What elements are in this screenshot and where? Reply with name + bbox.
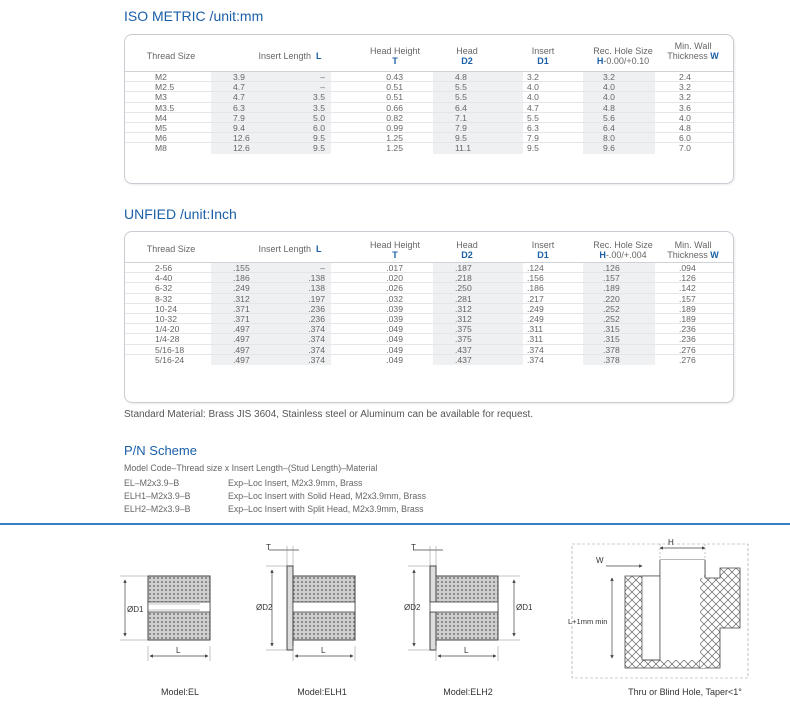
table-cell: 7.9: [527, 133, 539, 144]
col-insert-length-sym: L: [316, 51, 322, 61]
elh2-l-label: L: [464, 646, 469, 655]
col-insert-sym: D1: [537, 56, 549, 66]
metric-title: ISO METRIC /unit:mm: [124, 8, 264, 24]
table-cell: 4.8: [603, 102, 615, 113]
table-cell: 3.2: [603, 72, 615, 82]
table-cell: 6.3: [527, 122, 539, 133]
table-cell: 9.6: [603, 143, 615, 154]
table-cell: 5.6: [603, 112, 615, 123]
col-head-height-sym: T: [392, 56, 398, 66]
col-thread-size: Thread Size: [146, 244, 196, 254]
col-hole-tol: -0.00/+0.10: [603, 56, 650, 66]
table-cell: .249: [233, 283, 250, 294]
table-cell: 10-24: [155, 303, 177, 314]
table-cell: 7.9: [455, 122, 467, 133]
table-cell: 10-32: [155, 313, 177, 324]
table-row: [125, 355, 733, 365]
col-wall-label: Min. Wall: [674, 41, 712, 51]
table-cell: 1/4-20: [155, 324, 180, 335]
unified-table-card: [124, 231, 734, 403]
table-cell: 0.82: [386, 112, 403, 123]
table-cell: 3.5: [313, 92, 325, 103]
col-head: [437, 240, 497, 260]
table-cell: M3.5: [155, 102, 175, 113]
table-row: [125, 345, 733, 355]
table-row: [125, 113, 733, 123]
table-row: [125, 82, 733, 92]
col-head-height-sym: T: [392, 250, 398, 260]
col-head-height: [357, 240, 433, 260]
pn-desc-elh2: Exp–Loc Insert with Split Head, M2x3.9mm, Brass: [228, 504, 424, 514]
table-cell: .017: [386, 263, 403, 273]
col-wall-sym: W: [710, 250, 719, 260]
table-cell: .252: [603, 313, 620, 324]
table-cell: 12.6: [233, 143, 250, 154]
col-head-sym: D2: [461, 56, 473, 66]
table-cell: 2.4: [679, 72, 691, 82]
table-cell: .049: [386, 344, 403, 355]
diagram-hole: [568, 538, 748, 678]
elh1-t-label: T: [266, 543, 271, 552]
table-cell: .497: [233, 324, 250, 335]
col-head-label: Head: [456, 46, 478, 56]
table-row: [125, 273, 733, 283]
col-insert: [513, 240, 573, 260]
table-cell: 1.25: [386, 133, 403, 144]
table-cell: .189: [679, 313, 696, 324]
table-cell: 5/16-24: [155, 354, 185, 365]
section-divider: [0, 523, 790, 525]
metric-table-body: [125, 71, 733, 154]
table-cell: 4.7: [233, 92, 245, 103]
table-cell: 0.66: [386, 102, 403, 113]
table-cell: 1/4-28: [155, 334, 180, 345]
table-cell: .039: [386, 313, 403, 324]
table-cell: .497: [233, 334, 250, 345]
caption-hole: Thru or Blind Hole, Taper<1°: [628, 687, 742, 697]
pn-title: P/N Scheme: [124, 443, 197, 458]
table-cell: .437: [455, 354, 472, 365]
col-hole-tol: -.00/+.004: [605, 250, 647, 260]
table-cell: .276: [679, 354, 696, 365]
pn-code-elh1: ELH1–M2x3.9–B: [124, 491, 191, 501]
col-head-sym: D2: [461, 250, 473, 260]
col-insert-length: [235, 244, 345, 254]
table-cell: 9.5: [527, 143, 539, 154]
metric-table-card: [124, 34, 734, 184]
table-cell: .032: [386, 293, 403, 304]
table-row: [125, 334, 733, 344]
table-cell: –: [320, 263, 325, 273]
table-cell: .374: [308, 354, 325, 365]
col-head-label: Head: [456, 240, 478, 250]
table-cell: 5.5: [455, 82, 467, 93]
elh2-d2-label: ØD2: [404, 603, 421, 612]
table-cell: .311: [527, 324, 544, 335]
table-row: [125, 263, 733, 273]
pn-code-elh2: ELH2–M2x3.9–B: [124, 504, 191, 514]
table-cell: .276: [679, 344, 696, 355]
table-cell: .281: [455, 293, 472, 304]
elh2-t-label: T: [411, 543, 416, 552]
table-cell: 6.0: [679, 133, 691, 144]
hole-h-label: H: [668, 538, 674, 547]
table-cell: M3: [155, 92, 167, 103]
table-cell: M6: [155, 133, 167, 144]
table-cell: 6.0: [313, 122, 325, 133]
col-insert-length-label: Insert Length: [258, 244, 312, 254]
table-cell: M4: [155, 112, 167, 123]
table-cell: .049: [386, 324, 403, 335]
table-cell: 0.99: [386, 122, 403, 133]
elh1-l-label: L: [321, 646, 326, 655]
table-cell: 3.5: [313, 102, 325, 113]
table-cell: .157: [679, 293, 696, 304]
table-cell: .378: [603, 354, 620, 365]
table-cell: 8-32: [155, 293, 173, 304]
table-cell: 4.0: [527, 92, 539, 103]
hole-w-label: W: [596, 556, 604, 565]
col-insert-length-label: Insert Length: [258, 51, 312, 61]
table-cell: .020: [386, 273, 403, 284]
table-cell: 12.6: [233, 133, 250, 144]
table-cell: –: [320, 82, 325, 93]
table-cell: .138: [308, 283, 325, 294]
table-cell: 4.0: [603, 92, 615, 103]
table-cell: 6.3: [233, 102, 245, 113]
table-cell: .375: [455, 324, 472, 335]
table-row: [125, 294, 733, 304]
table-cell: 7.9: [233, 112, 245, 123]
col-head-height-label: Head Height: [369, 240, 421, 250]
table-cell: .374: [527, 344, 544, 355]
table-cell: .026: [386, 283, 403, 294]
table-cell: .126: [603, 263, 620, 273]
table-cell: 0.43: [386, 72, 403, 82]
table-cell: 9.5: [455, 133, 467, 144]
table-row: [125, 304, 733, 314]
table-cell: .218: [455, 273, 472, 284]
col-thread-size: Thread Size: [146, 51, 196, 61]
table-cell: .311: [527, 334, 544, 345]
table-cell: .187: [455, 263, 472, 273]
table-cell: .186: [527, 283, 544, 294]
col-hole-sym: H: [596, 56, 604, 66]
table-cell: .155: [233, 263, 250, 273]
table-cell: .236: [308, 313, 325, 324]
table-cell: 6-32: [155, 283, 173, 294]
table-cell: M2: [155, 72, 167, 82]
elh1-d2-label: ØD2: [256, 603, 273, 612]
table-cell: .374: [308, 334, 325, 345]
table-cell: .371: [233, 313, 250, 324]
diagram-el: [120, 576, 210, 661]
table-cell: .236: [679, 324, 696, 335]
col-insert-length: [235, 51, 345, 61]
table-cell: 4.7: [233, 82, 245, 93]
table-cell: .126: [679, 273, 696, 284]
table-cell: 4.8: [679, 122, 691, 133]
table-cell: 4.8: [455, 72, 467, 82]
col-wall: [661, 240, 725, 260]
table-cell: –: [320, 72, 325, 82]
table-cell: 5.0: [313, 112, 325, 123]
table-cell: 3.2: [679, 82, 691, 93]
table-cell: M5: [155, 122, 167, 133]
table-row: [125, 103, 733, 113]
col-insert-sym: D1: [537, 250, 549, 260]
table-cell: .437: [455, 344, 472, 355]
table-row: [125, 283, 733, 293]
table-row: [125, 314, 733, 324]
col-hole-size: [583, 240, 663, 260]
table-cell: .315: [603, 324, 620, 335]
col-head: [437, 46, 497, 66]
pn-format: Model Code–Thread size x Insert Length–(Stud Length)–Material: [124, 463, 378, 473]
table-cell: .497: [233, 354, 250, 365]
table-row: [125, 123, 733, 133]
caption-el: Model:EL: [160, 687, 200, 697]
table-cell: .217: [527, 293, 544, 304]
table-cell: .189: [603, 283, 620, 294]
unified-title: UNFIED /unit:Inch: [124, 206, 237, 222]
table-cell: .039: [386, 303, 403, 314]
table-cell: .138: [308, 273, 325, 284]
col-wall-label2: Thickness: [667, 250, 708, 260]
table-cell: .249: [527, 303, 544, 314]
col-insert-label: Insert: [531, 46, 555, 56]
el-d1-label: ØD1: [127, 605, 144, 614]
table-cell: .049: [386, 354, 403, 365]
caption-elh2: Model:ELH2: [443, 687, 493, 697]
table-row: [125, 92, 733, 102]
table-cell: 3.2: [527, 72, 539, 82]
table-cell: M2.5: [155, 82, 175, 93]
table-cell: .375: [455, 334, 472, 345]
table-cell: .197: [308, 293, 325, 304]
table-cell: 3.6: [679, 102, 691, 113]
col-head-height: [357, 46, 433, 66]
technical-drawings: [0, 528, 790, 708]
table-cell: 0.51: [386, 92, 403, 103]
col-hole-label: Rec. Hole Size: [593, 240, 653, 250]
table-cell: .371: [233, 303, 250, 314]
table-cell: 6.4: [603, 122, 615, 133]
table-cell: 7.1: [455, 112, 467, 123]
hole-depth-label: L+1mm min: [568, 617, 608, 626]
col-wall-sym: W: [710, 51, 719, 61]
table-cell: .124: [527, 263, 544, 273]
table-cell: 2-56: [155, 263, 173, 273]
table-row: [125, 143, 733, 153]
table-cell: 9.5: [313, 143, 325, 154]
table-cell: .236: [679, 334, 696, 345]
table-cell: M8: [155, 143, 167, 154]
table-cell: 4.7: [527, 102, 539, 113]
table-cell: .236: [308, 303, 325, 314]
table-row: [125, 72, 733, 82]
pn-code-el: EL–M2x3.9–B: [124, 478, 180, 488]
table-cell: .220: [603, 293, 620, 304]
col-hole-sym: H: [599, 250, 606, 260]
table-row: [125, 324, 733, 334]
table-cell: .250: [455, 283, 472, 294]
table-cell: .157: [603, 273, 620, 284]
table-cell: 5.5: [455, 92, 467, 103]
material-note: Standard Material: Brass JIS 3604, Stainless steel or Aluminum can be available for request.: [124, 409, 534, 420]
table-cell: 4.0: [527, 82, 539, 93]
unified-table-body: [125, 262, 733, 365]
diagram-elh1: [256, 543, 355, 661]
table-cell: 5.5: [527, 112, 539, 123]
table-cell: 4-40: [155, 273, 173, 284]
table-cell: .378: [603, 344, 620, 355]
table-cell: 8.0: [603, 133, 615, 144]
table-cell: .312: [455, 303, 472, 314]
table-cell: .049: [386, 334, 403, 345]
col-wall-label: Min. Wall: [674, 240, 712, 250]
table-cell: 3.9: [233, 72, 245, 82]
table-cell: .312: [455, 313, 472, 324]
diagram-elh2: [404, 543, 533, 661]
table-cell: .249: [527, 313, 544, 324]
el-l-label: L: [176, 646, 181, 655]
table-cell: 5/16-18: [155, 344, 185, 355]
table-cell: .497: [233, 344, 250, 355]
col-insert-length-sym: L: [316, 244, 322, 254]
table-cell: .315: [603, 334, 620, 345]
pn-desc-elh1: Exp–Loc Insert with Solid Head, M2x3.9mm, Brass: [228, 491, 427, 501]
col-head-height-label: Head Height: [369, 46, 421, 56]
unified-table-header: [125, 232, 733, 262]
table-cell: .252: [603, 303, 620, 314]
col-wall-label2: Thickness: [667, 51, 708, 61]
table-cell: 6.4: [455, 102, 467, 113]
table-cell: .374: [308, 344, 325, 355]
table-cell: .189: [679, 303, 696, 314]
table-cell: .156: [527, 273, 544, 284]
pn-desc-el: Exp–Loc Insert, M2x3.9mm, Brass: [228, 478, 363, 488]
table-cell: .186: [233, 273, 250, 284]
table-cell: 9.4: [233, 122, 245, 133]
col-hole-label: Rec. Hole Size: [593, 46, 653, 56]
metric-table-header: [125, 35, 733, 71]
table-cell: 7.0: [679, 143, 691, 154]
table-cell: 3.2: [679, 92, 691, 103]
col-wall: [661, 41, 725, 61]
table-cell: .374: [527, 354, 544, 365]
col-insert-label: Insert: [531, 240, 555, 250]
table-cell: 9.5: [313, 133, 325, 144]
table-cell: 4.0: [603, 82, 615, 93]
table-cell: .312: [233, 293, 250, 304]
table-cell: .374: [308, 324, 325, 335]
table-cell: 0.51: [386, 82, 403, 93]
table-cell: .094: [679, 263, 696, 273]
caption-elh1: Model:ELH1: [297, 687, 347, 697]
elh2-d1-label: ØD1: [516, 603, 533, 612]
table-cell: .142: [679, 283, 696, 294]
table-cell: 1.25: [386, 143, 403, 154]
table-row: [125, 133, 733, 143]
table-cell: 11.1: [455, 143, 472, 154]
table-cell: 4.0: [679, 112, 691, 123]
col-hole-size: [583, 46, 663, 66]
col-insert: [513, 46, 573, 66]
